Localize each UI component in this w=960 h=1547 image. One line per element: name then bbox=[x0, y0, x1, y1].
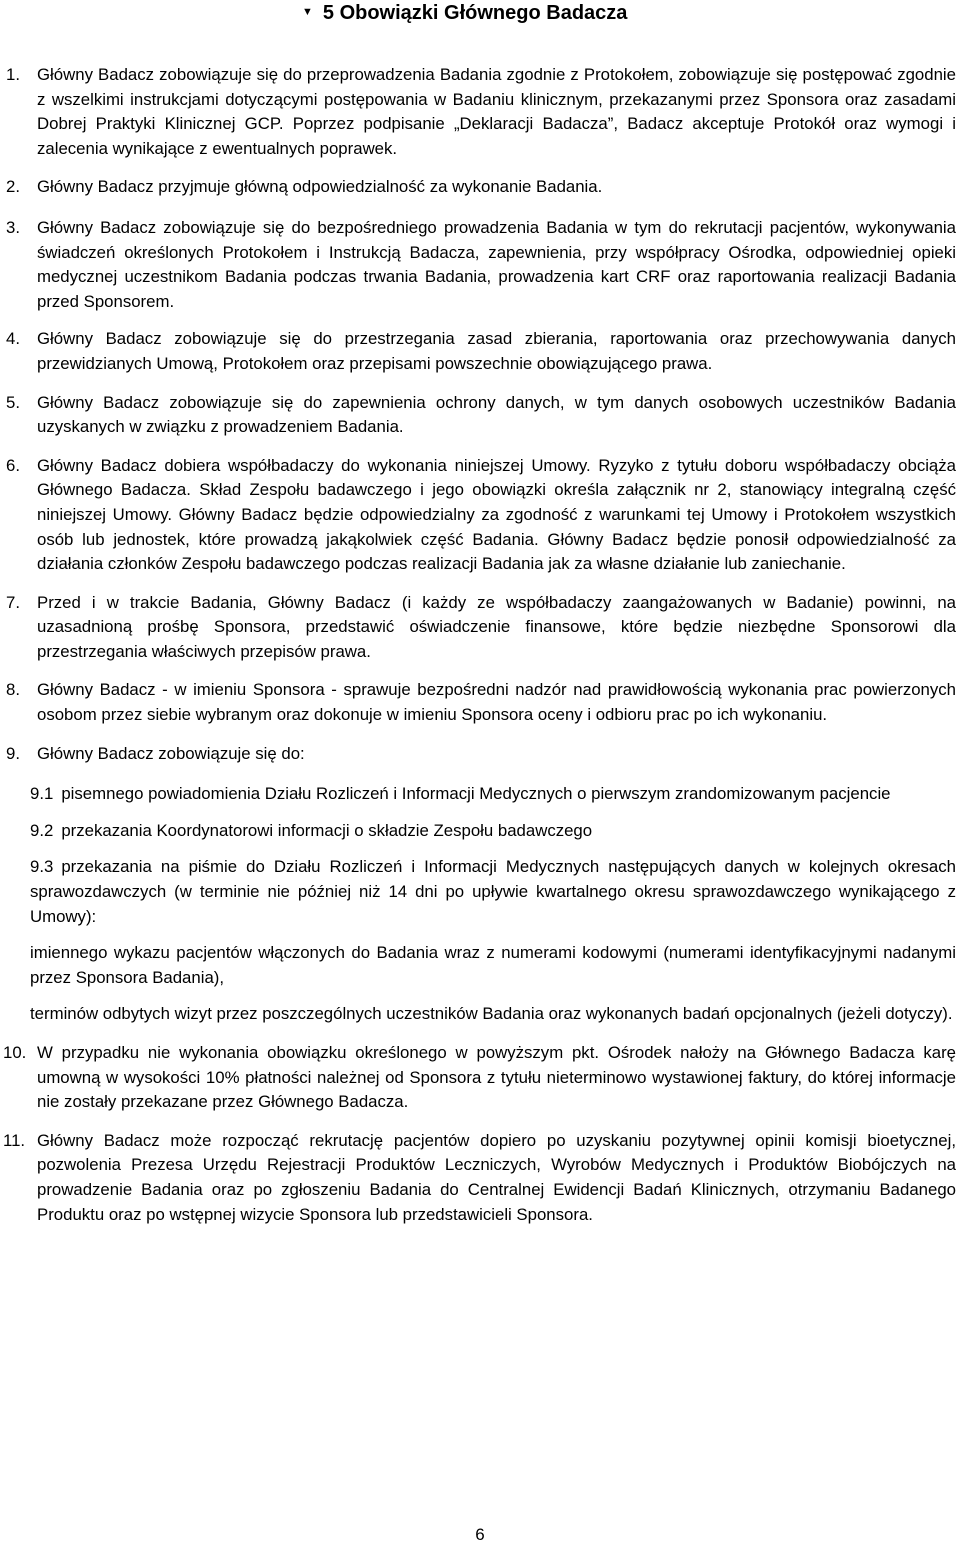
item-text: Główny Badacz - w imieniu Sponsora - sprawuje bezpośredni nadzór nad prawidłowością wykonania prac powierzonych osobom przez siebie wybranym oraz dokonuje w imieniu Sponsora oceny i odbioru prac po ich wykonaniu. bbox=[37, 680, 956, 725]
page-number: 6 bbox=[475, 1525, 485, 1544]
list-item bbox=[0, 391, 960, 440]
item-text: Przed i w trakcie Badania, Główny Badacz (i każdy ze współbadaczy zaangażowanych w Badanie) powinni, na uzasadnioną prośbę Sponsora, przedstawić oświadczenie finansowe, które będzie niezbędne Sponsorowi dla przestrzegania właściwych przepisów prawa. bbox=[37, 592, 956, 661]
item-text: Główny Badacz dobiera współbadaczy do wykonania niniejszej Umowy. Ryzyko z tytułu doboru współbadaczy obciąża Głównego Badacza. Skład Zespołu badawczego i jego obowiązki określa załącznik nr 2, stanowiący integralną część niniejszej Umowy. Główny Badacz będzie odpowiedzialny za zgodność z warunkami tej Umowy i Protokołem wszystkich osób lub jednostek, które prowadzą jakąkolwiek część Badania. Główny Badacz będzie ponosił odpowiedzialność za działania członków Zespołu badawczego podczas realizacji Badania jak za własne działanie lub zaniechanie. bbox=[37, 455, 956, 574]
list-item bbox=[0, 1041, 960, 1115]
list-item bbox=[0, 678, 960, 727]
sub-item-text: przekazania Koordynatorowi informacji o składzie Zespołu badawczego bbox=[61, 820, 593, 840]
item-text: Główny Badacz przyjmuje główną odpowiedzialność za wykonanie Badania. bbox=[37, 177, 603, 197]
item-number: 3. bbox=[6, 217, 20, 237]
item-number: 6. bbox=[6, 455, 20, 475]
item-number: 1. bbox=[6, 65, 20, 84]
item-text: Główny Badacz zobowiązuje się do bezpośredniego prowadzenia Badania w tym do rekrutacji pacjentów, wykonywania świadczeń określonych Protokołem i Instrukcją Badacza, zapewnienia, przy współpracy Ośrodka, odpowiedniej opieki medycznej uczestnikom Badania podczas trwania Badania, prowadzenia kart CRF oraz raportowania realizacji Badania przed Sponsorem. bbox=[37, 217, 956, 311]
sub-list-item bbox=[0, 782, 960, 807]
sub-list-item bbox=[0, 819, 960, 844]
list-item bbox=[0, 175, 960, 200]
sub-paragraph: terminów odbytych wizyt przez poszczególnych uczestników Badania oraz wykonanych badań opcjonalnych (jeżeli dotyczy). bbox=[30, 1004, 953, 1024]
list-item bbox=[0, 742, 960, 767]
item-text: W przypadku nie wykonania obowiązku określonego w powyższym pkt. Ośrodek nałoży na Głównego Badacza karę umowną w wysokości 10% płatności należnej od Sponsora z tytułu nieterminowo wystawionej faktury, do której informacje nie zostały przekazane przez Głównego Badacza. bbox=[37, 1043, 956, 1112]
obligations-list bbox=[0, 63, 960, 1227]
item-number: 5. bbox=[6, 392, 20, 412]
list-item bbox=[0, 1129, 960, 1227]
list-item bbox=[0, 454, 960, 577]
sub-item-text: pisemnego powiadomienia Działu Rozliczeń i Informacji Medycznych o pierwszym zrandomizowanym pacjencie bbox=[61, 784, 891, 804]
sub-item-number: 9.2 bbox=[30, 820, 54, 840]
list-item bbox=[0, 591, 960, 665]
item-number: 11. bbox=[3, 1130, 26, 1150]
sub-list-item bbox=[0, 855, 960, 929]
item-number: 8. bbox=[6, 680, 20, 700]
item-number: 7. bbox=[6, 592, 20, 612]
sub-item-text: przekazania na piśmie do Działu Rozliczeń i Informacji Medycznych następujących danych w kolejnych okresach sprawozdawczych (w terminie nie później niż 14 dni po upływie kwartalnego okresu sprawozdawczego wynikającego z Umowy): bbox=[30, 857, 956, 926]
sub-item-number: 9.3 bbox=[30, 857, 54, 877]
section-heading bbox=[302, 0, 627, 26]
item-number: 2. bbox=[6, 177, 20, 197]
sub-paragraph: imiennego wykazu pacjentów włączonych do Badania wraz z numerami kodowymi (numerami identyfikacyjnymi nadanymi przez Sponsora Badania), bbox=[30, 943, 956, 987]
section-title: 5 Obowiązki Głównego Badacza bbox=[322, 2, 628, 24]
list-item bbox=[0, 327, 960, 376]
item-text: Główny Badacz zobowiązuje się do przeprowadzenia Badania zgodnie z Protokołem, zobowiązuje się postępować zgodnie z wszelkimi instrukcjami dotyczącymi postępowania w Badaniu klinicznym, przekazanymi przez Sponsora oraz zasadami Dobrej Praktyki Klinicznej GCP. Poprzez podpisanie „Deklaracji Badacza”, Badacz akceptuje Protokół oraz wymogi i zalecenia wynikające z ewentualnych poprawek. bbox=[37, 65, 956, 158]
item-text: Główny Badacz zobowiązuje się do zapewnienia ochrony danych, w tym danych osobowych uczestników Badania uzyskanych w związku z prowadzeniem Badania. bbox=[37, 392, 956, 437]
item-text: Główny Badacz zobowiązuje się do: bbox=[37, 743, 305, 763]
sub-item-number: 9.1 bbox=[30, 784, 54, 804]
item-number: 4. bbox=[6, 329, 20, 349]
list-item bbox=[0, 216, 960, 314]
item-number: 10. bbox=[3, 1043, 27, 1062]
list-item bbox=[0, 63, 960, 161]
triangle-marker-icon: ▼ bbox=[302, 6, 313, 18]
item-number: 9. bbox=[6, 743, 20, 763]
item-text: Główny Badacz zobowiązuje się do przestrzegania zasad zbierania, raportowania oraz przechowywania danych przewidzianych Umową, Protokołem oraz przepisami powszechnie obowiązującego prawa. bbox=[37, 329, 956, 373]
item-text: Główny Badacz może rozpocząć rekrutację pacjentów dopiero po uzyskaniu pozytywnej opinii komisji bioetycznej, pozwolenia Prezesa Urzędu Rejestracji Produktów Leczniczych, Wyrobów Medycznych i Produktów Biobójczych na prowadzenie Badania oraz po zgłoszeniu Badania do Centralnej Ewidencji Badań Klinicznych, otrzymaniu Badanego Produktu oraz po wstępnej wizycie Sponsora lub przedstawicieli Sponsora. bbox=[37, 1130, 956, 1224]
